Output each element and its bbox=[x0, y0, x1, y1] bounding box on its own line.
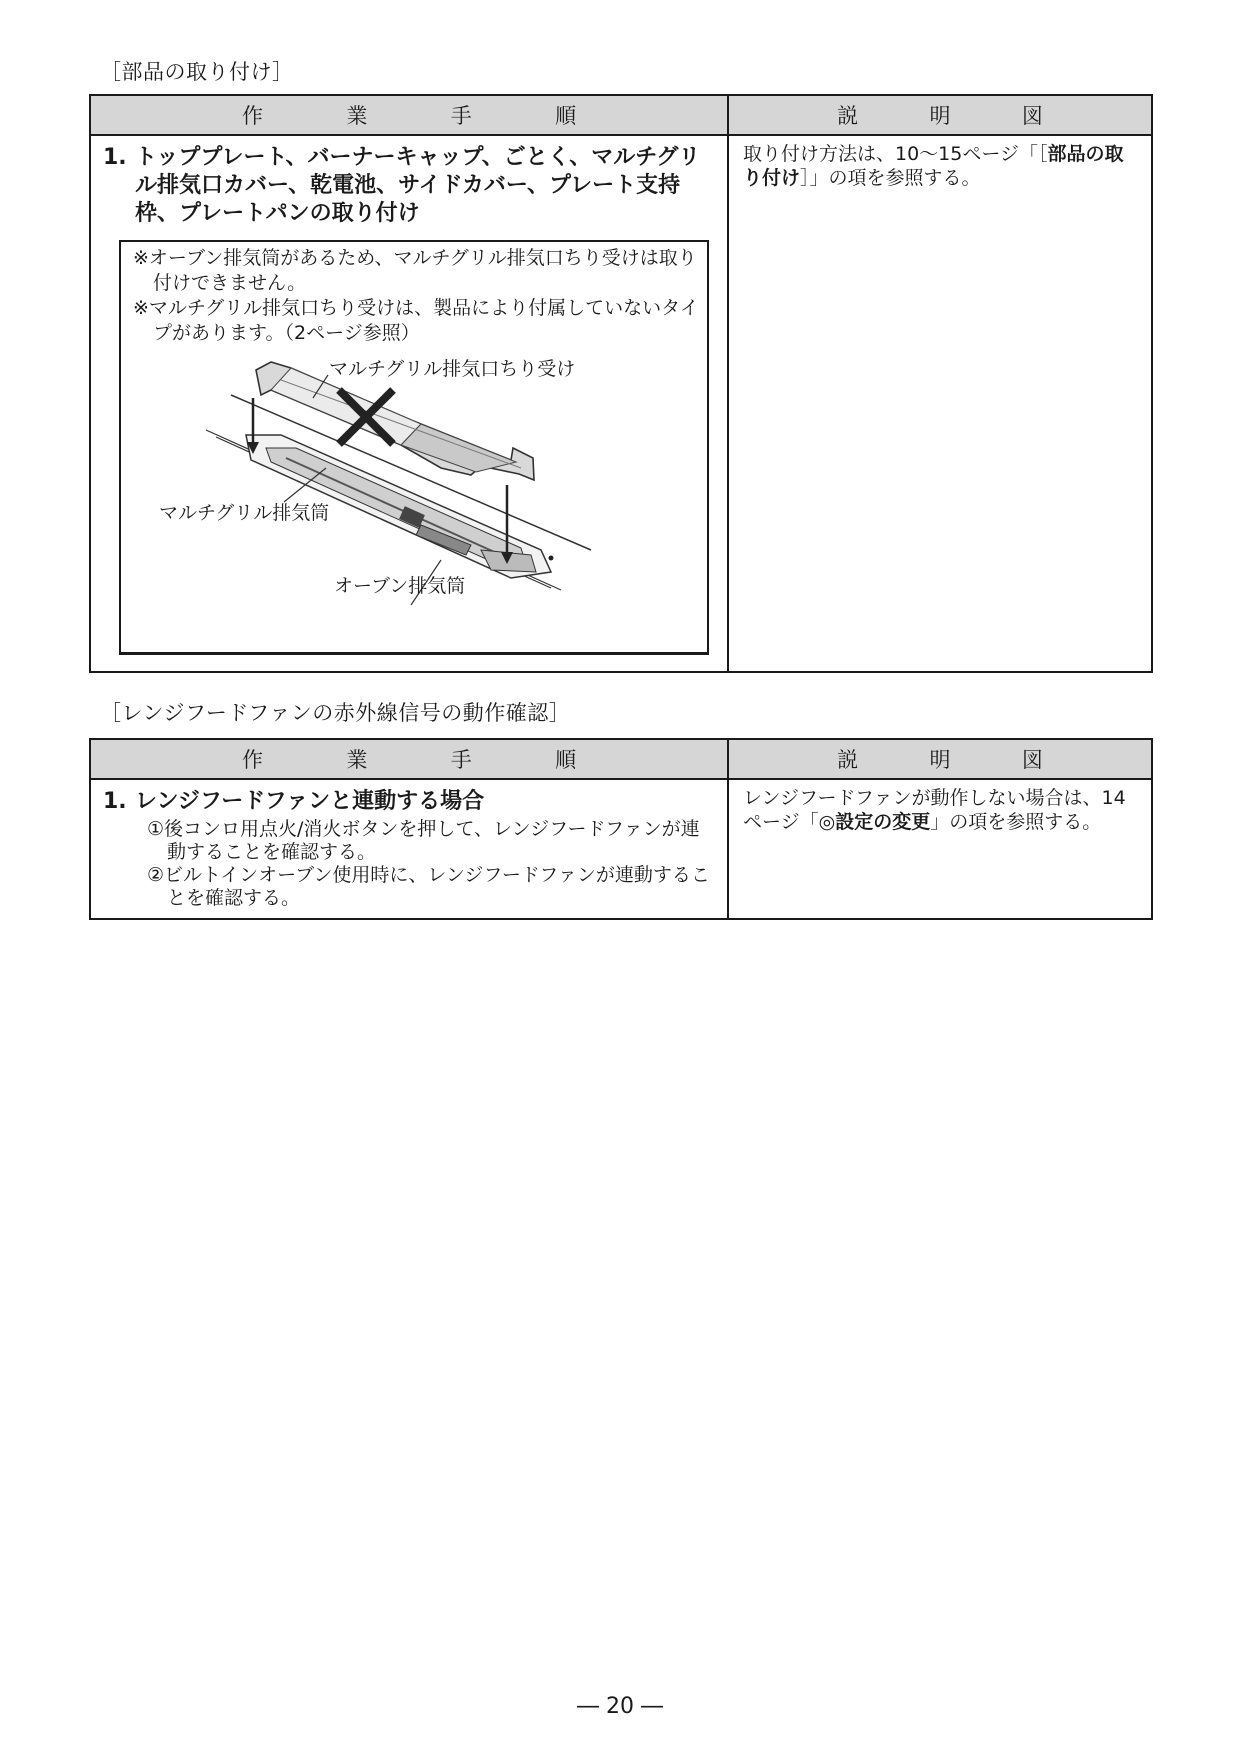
notes bbox=[121, 242, 707, 346]
step-title-text: レンジフードファンと連動する場合 bbox=[135, 789, 485, 814]
note-line: ※マルチグリル排気口ちり受けは、製品により付属していないタイプがあります。（2ページ参照） bbox=[133, 297, 699, 344]
work-cell bbox=[90, 135, 728, 672]
header-char: 説 bbox=[837, 748, 859, 772]
explanation-text bbox=[729, 136, 1151, 190]
header-char: 業 bbox=[346, 748, 368, 772]
header-explanation bbox=[728, 739, 1152, 779]
desc-bold-reference: 部品の取り付け bbox=[743, 143, 1124, 189]
step-1-title bbox=[91, 780, 727, 816]
explanation-cell bbox=[728, 135, 1152, 672]
step-1-title bbox=[91, 136, 727, 228]
header-char: 図 bbox=[1021, 104, 1043, 128]
header-char: 順 bbox=[555, 748, 577, 772]
label-grill-exhaust-duct: マルチグリル排気筒 bbox=[159, 502, 330, 524]
header-char: 順 bbox=[555, 104, 577, 128]
explanation-cell bbox=[728, 779, 1152, 919]
label-oven-exhaust-duct: オーブン排気筒 bbox=[334, 575, 466, 597]
installation-figure bbox=[121, 350, 707, 650]
desc-text: レンジフードファンが動作しない場合は、14ページ「 bbox=[743, 787, 1126, 833]
header-char: 手 bbox=[450, 104, 472, 128]
header-char: 作 bbox=[241, 748, 263, 772]
label-drip-tray: マルチグリル排気口ちり受け bbox=[329, 358, 576, 380]
step-number: 1. bbox=[103, 789, 127, 814]
header-work-procedure bbox=[90, 95, 728, 135]
header-char: 図 bbox=[1021, 748, 1043, 772]
substeps bbox=[91, 816, 727, 918]
procedure-table-parts bbox=[89, 94, 1153, 673]
header-char: 手 bbox=[450, 748, 472, 772]
desc-text: 取り付け方法は、10〜15ページ「［ bbox=[743, 143, 1048, 165]
work-cell bbox=[90, 779, 728, 919]
substep-line: ①後コンロ用点火/消火ボタンを押して、レンジフードファンが連動することを確認する。 bbox=[147, 818, 700, 863]
header-char: 明 bbox=[929, 104, 951, 128]
note-line: ※オーブン排気筒があるため、マルチグリル排気口ちり受けは取り付けできません。 bbox=[133, 247, 697, 294]
page-number: ― 20 ― bbox=[577, 1694, 663, 1719]
step-number: 1. bbox=[103, 145, 127, 170]
header-char: 説 bbox=[837, 104, 859, 128]
note-box bbox=[119, 240, 709, 655]
desc-text: 」の項を参照する。 bbox=[930, 811, 1102, 833]
substep-line: ②ビルトインオーブン使用時に、レンジフードファンが連動することを確認する。 bbox=[147, 864, 710, 909]
header-work-procedure bbox=[90, 739, 728, 779]
procedure-table-range-hood bbox=[89, 738, 1153, 920]
header-char: 業 bbox=[346, 104, 368, 128]
desc-text: ］」の項を参照する。 bbox=[800, 167, 981, 189]
header-char: 作 bbox=[241, 104, 263, 128]
desc-bold-reference: ◎設定の変更 bbox=[818, 811, 931, 833]
step-title-text: トッププレート、バーナーキャップ、ごとく、マルチグリル排気口カバー、乾電池、サイドカバー、プレート支持枠、プレートパンの取り付け bbox=[135, 145, 701, 226]
section-title-range-hood: ［レンジフードファンの赤外線信号の動作確認］ bbox=[100, 701, 571, 725]
explanation-text bbox=[729, 780, 1151, 834]
header-char: 明 bbox=[929, 748, 951, 772]
section-title-parts-install: ［部品の取り付け］ bbox=[100, 60, 294, 84]
header-explanation bbox=[728, 95, 1152, 135]
